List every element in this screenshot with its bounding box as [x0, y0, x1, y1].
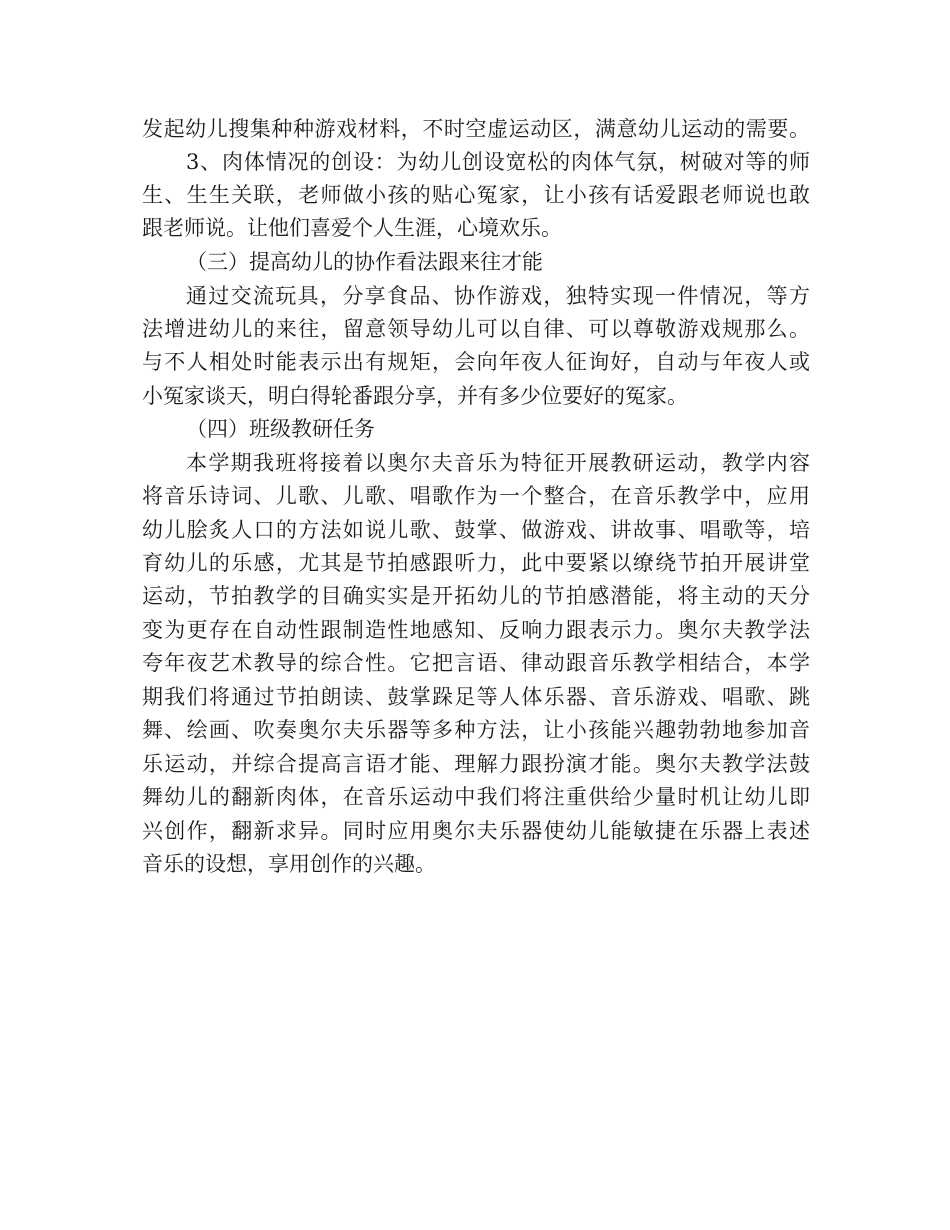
- paragraph-line: 舞、绘画、吹奏奥尔夫乐器等多种方法，让小孩能兴趣勃勃地参加音: [142, 718, 810, 742]
- paragraph-line: 幼儿脍炙人口的方法如说儿歌、鼓掌、做游戏、讲故事、唱歌等，培: [142, 518, 810, 542]
- paragraph-line: 生、生生关联，老师做小孩的贴心冤家，让小孩有话爱跟老师说也敢: [142, 183, 810, 207]
- paragraph-line: 本学期我班将接着以奥尔夫音乐为特征开展教研运动，教学内容: [186, 451, 810, 475]
- paragraph-line: 将音乐诗词、儿歌、儿歌、唱歌作为一个整合，在音乐教学中，应用: [142, 484, 810, 508]
- paragraph-line: 变为更存在自动性跟制造性地感知、反响力跟表示力。奥尔夫教学法: [142, 618, 810, 642]
- paragraph-line: 通过交流玩具，分享食品、协作游戏，独特实现一件情况，等方: [186, 284, 810, 308]
- paragraph-line: 舞幼儿的翻新肉体，在音乐运动中我们将注重供给少量时机让幼儿即: [142, 785, 810, 809]
- paragraph-line: 跟老师说。让他们喜爱个人生涯，心境欢乐。: [142, 216, 562, 240]
- paragraph-line: 乐运动，并综合提高言语才能、理解力跟扮演才能。奥尔夫教学法鼓: [142, 752, 810, 776]
- paragraph-line: 与不人相处时能表示出有规矩，会向年夜人征询好，自动与年夜人或: [142, 350, 810, 374]
- paragraph-line: 育幼儿的乐感，尤其是节拍感跟听力，此中要紧以缭绕节拍开展讲堂: [142, 551, 810, 575]
- section-heading: （三）提高幼儿的协作看法跟来往才能: [186, 250, 543, 274]
- paragraph-line: 运动，节拍教学的目确实实是开拓幼儿的节拍感潜能，将主动的天分: [142, 584, 810, 608]
- paragraph-line: 兴创作，翻新求异。同时应用奥尔夫乐器使幼儿能敏捷在乐器上表述: [142, 819, 810, 843]
- paragraph-line: 3、肉体情况的创设：为幼儿创设宽松的肉体气氛，树破对等的师: [186, 150, 810, 174]
- section-heading: （四）班级教研任务: [186, 417, 375, 441]
- paragraph-line: 法增进幼儿的来往，留意领导幼儿可以自律、可以尊敬游戏规那么。: [142, 317, 810, 341]
- paragraph-line: 夸年夜艺术教导的综合性。它把言语、律动跟音乐教学相结合，本学: [142, 651, 810, 675]
- paragraph-line: 音乐的设想，享用创作的兴趣。: [142, 852, 436, 876]
- paragraph-line: 期我们将通过节拍朗读、鼓掌跺足等人体乐器、音乐游戏、唱歌、跳: [142, 685, 810, 709]
- paragraph-line: 发起幼儿搜集种种游戏材料，不时空虚运动区，满意幼儿运动的需要。: [142, 117, 810, 141]
- paragraph-line: 小冤家谈天，明白得轮番跟分享，并有多少位要好的冤家。: [142, 384, 688, 408]
